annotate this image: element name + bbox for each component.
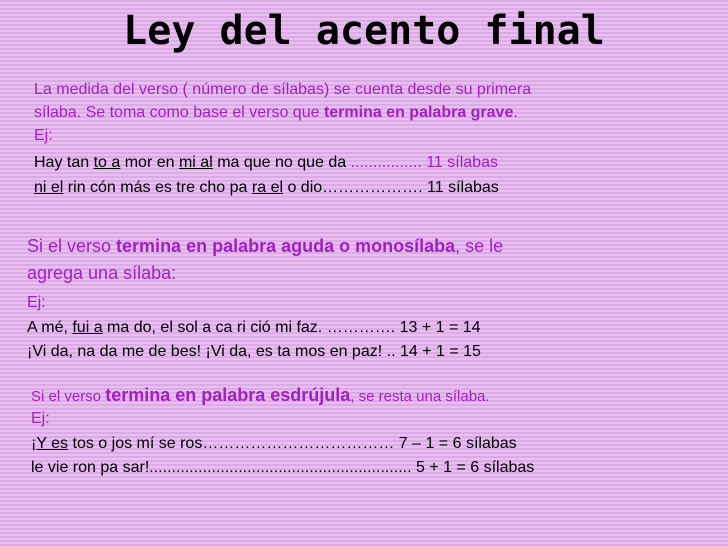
ex-text: mor en bbox=[120, 154, 179, 171]
ex-underlined: mi al bbox=[178, 154, 213, 171]
section3-example2: le vie ron pa sar!........................................................... 5 + 1 = 6 sílabas bbox=[31, 459, 535, 476]
ex-text: tos o jos mí se ros……………………………… 7 – 1 = 6 sílabas bbox=[68, 435, 517, 452]
section2-example2: ¡Vi da, na da me de bes! ¡Vi da, es ta mos en paz! .. 14 + 1 = 15 bbox=[27, 343, 481, 360]
section1-line2-pre: sílaba. Se toma como base el verso que bbox=[34, 104, 324, 121]
section2-line1-pre: Si el verso bbox=[27, 236, 117, 256]
section1-line1: La medida del verso ( número de sílabas) se cuenta desde su primera bbox=[34, 81, 532, 98]
section1-line2-bold: termina en palabra grave bbox=[323, 104, 514, 121]
ex-underlined: ra el bbox=[251, 179, 284, 196]
section1-line2 bbox=[34, 104, 518, 122]
section2-line1 bbox=[27, 236, 503, 257]
section2-example1 bbox=[27, 319, 481, 337]
section3-line1-pre: Si el verso bbox=[31, 388, 106, 405]
section1-ej: Ej: bbox=[34, 127, 53, 144]
ex-underlined: to a bbox=[93, 154, 121, 171]
ex-underlined: fui a bbox=[72, 319, 103, 336]
section3-ej: Ej: bbox=[31, 410, 50, 427]
page-title: Ley del acento final bbox=[123, 8, 605, 54]
ex-text: ma que no que da bbox=[212, 154, 351, 171]
section3-line1-bold: termina en palabra esdrújula bbox=[105, 385, 351, 405]
ex-text: ma do, el sol a ca ri ció mi faz. …………. 13 + 1 = 14 bbox=[102, 319, 481, 336]
ex-text: o dio………………. 11 sílabas bbox=[283, 179, 499, 196]
ex-dots: ................ bbox=[350, 154, 422, 171]
ex-underlined: ni el bbox=[34, 179, 64, 196]
section3-example1 bbox=[31, 435, 517, 453]
ex-text: A mé, bbox=[27, 319, 73, 336]
section2-line2: agrega una sílaba: bbox=[27, 263, 177, 283]
ex-text: ¡ bbox=[31, 435, 37, 452]
ex-text: Hay tan bbox=[34, 154, 94, 171]
section3-line1 bbox=[31, 385, 490, 406]
section2-ej: Ej: bbox=[27, 294, 46, 311]
section2-line1-bold: termina en palabra aguda o monosílaba bbox=[116, 236, 456, 256]
section1-example2 bbox=[34, 179, 499, 197]
ex-count: 11 sílabas bbox=[421, 154, 498, 171]
section1-example1 bbox=[34, 154, 498, 172]
section3-line1-post: , se resta una sílaba. bbox=[350, 388, 490, 405]
ex-text: rin cón más es tre cho pa bbox=[63, 179, 252, 196]
ex-underlined: Y es bbox=[36, 435, 69, 452]
section2-line1-post: , se le bbox=[455, 236, 504, 256]
section1-line2-post: . bbox=[513, 104, 518, 121]
